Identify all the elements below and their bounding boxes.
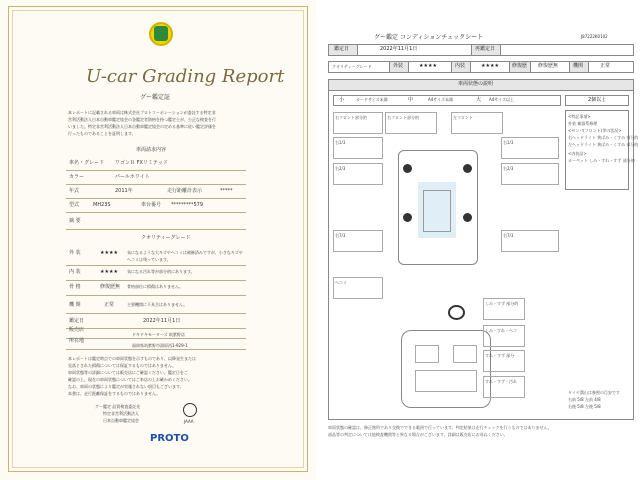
annotation-text: しみ・すず 部分的: [485, 301, 519, 306]
repair-value: 修復歴無: [538, 63, 559, 69]
tire-note-2: 右前 5/8 左前 4/8: [568, 397, 601, 402]
exterior-stars: ★★★★: [100, 250, 118, 256]
vehicle-section-title: 車両請求内容: [136, 147, 167, 153]
row-divider: [66, 184, 246, 185]
annotation-text: 右1/3: [503, 140, 514, 145]
row-divider: [66, 338, 246, 339]
sheet-code: J87222K0102: [581, 34, 608, 39]
sheet-footer-1: 車両状態の確認は、修正箇所であり交換でできる範囲で行っています。判定結果は走行チェックを行うものではありません。: [328, 425, 552, 430]
model-value: MH23S: [93, 202, 111, 208]
date-label: 鑑定日: [69, 318, 85, 324]
steering-wheel-icon: [448, 305, 465, 320]
quality-title: クオリティーグレード: [141, 235, 191, 241]
frame-desc: 骨格部位に損傷はありません。: [127, 284, 184, 289]
condition-check-sheet: [323, 0, 640, 480]
certificate-subtitle: グー鑑定証: [140, 94, 171, 101]
remarks-label: 摘 要: [69, 218, 81, 224]
interior-label: 内 装: [69, 269, 81, 275]
annotation-text: 右フロント部分的: [387, 115, 419, 120]
sheet-title: グー鑑定 コンディションチェックシート: [374, 34, 484, 41]
certificate-title: U-car Grading Report: [86, 66, 285, 87]
size-mid-desc: A4サイズ未満: [428, 97, 453, 102]
intro-line-3: いました。特定非営利活動法人日本自動車鑑定協会の定める基準に従い鑑定評価を: [68, 124, 216, 129]
year-value: 2011年: [115, 188, 133, 194]
sheet-footer-2: 部品等の判定については他検査機関等と異なる場合がございます。詳細は販売店にお尋ねください。: [328, 432, 508, 437]
annotation-text: 右2/3: [503, 166, 514, 171]
grade-label: クオリティーグレード: [332, 64, 372, 69]
tire-note-1: タイヤ溝山は参照の目安です: [568, 390, 620, 395]
date-value: 2022年11月1日: [143, 318, 181, 324]
date-label: 鑑定日: [334, 46, 350, 52]
size-large-desc: A4サイズ以上: [489, 97, 514, 102]
car-interior-view: [401, 330, 491, 408]
special-line-5: <内装品>: [568, 151, 587, 156]
annotation-text: 右2/3: [335, 166, 346, 171]
interior-stars: ★★★★: [100, 269, 118, 275]
count-value: 2個以上: [588, 97, 607, 103]
size-small: 小: [339, 97, 345, 103]
chassis-label: 車台番号: [141, 202, 162, 208]
row-divider: [66, 170, 246, 171]
mileage-label: 走行距離計表示: [167, 188, 203, 194]
vehicle-label: 車名・グレード: [69, 160, 105, 166]
int-value: ★★★★: [481, 63, 499, 69]
annotation-text: すれ・すず 部分: [485, 353, 515, 358]
annotation-text: ヘコミ: [335, 280, 347, 285]
car-roof: [423, 190, 451, 232]
wheel-icon: [463, 213, 472, 222]
footer-note-2: 見落とされた損傷については保証するものではありません。: [68, 363, 177, 368]
annotation-text: 右1/3: [335, 140, 346, 145]
special-line-3: 右ヘッドライト 黄ばみ・くすみ 部分的: [568, 135, 639, 140]
jaaa-label: JAAA: [184, 419, 194, 424]
annotation-text: 右7/3: [503, 233, 514, 238]
exterior-desc-2: ヘコミは残っています。: [127, 257, 171, 262]
frame-label: 骨 格: [69, 284, 81, 290]
annotation-text: 左フロント: [453, 115, 473, 120]
special-line-1: 外装 補器系修理: [568, 121, 598, 126]
model-label: 型式: [69, 202, 80, 208]
engine-label: 機関: [573, 63, 584, 69]
row-divider: [66, 212, 246, 213]
year-label: 年式: [69, 188, 80, 194]
interior-desc: 気になる汚れ等が部分的にあります。: [127, 269, 195, 274]
tire-note-3: 右後 5/8 左後 5/8: [568, 404, 601, 409]
annotation-text: 右フロント部分的: [335, 115, 367, 120]
seat-icon: [453, 345, 477, 363]
footer-note-5: なお、車両の状態により鑑定が実施されない項目もございます。: [68, 384, 184, 389]
repair-label: 修復歴: [512, 63, 528, 69]
mileage-value: *****: [220, 188, 233, 194]
address-label: 所在地: [69, 338, 85, 344]
intro-line-4: 行ったものであることを証明します。: [68, 131, 136, 136]
ext-value: ★★★★: [419, 63, 437, 69]
special-line-4: 左ヘッドライト 黄ばみ・くすみ 部分的: [568, 142, 639, 147]
intro-line-2: 営利活動法人日本自動車鑑定協会の各鑑定者資格を持つ鑑定士が、公正な検査を行: [68, 117, 216, 122]
footer-note-1: 本レポートは鑑定時点での車両状態を示すものであり、以降発生または: [68, 356, 196, 361]
special-line-6: カーペット しみ・すれ・すず 部分的: [568, 158, 635, 163]
special-title: <特記事項>: [568, 114, 591, 119]
vehicle-value: ワゴンＲ FXリミテッド: [115, 160, 168, 166]
goo-badge-inner-icon: [154, 26, 168, 41]
jaaa-logo-icon: [183, 403, 197, 417]
frame-value: 修復歴無: [100, 284, 121, 290]
row-divider: [66, 295, 246, 296]
footer-sig-2: 特定非営利活動法人: [103, 411, 139, 416]
annotation-text: しみ・すれ・ヘコ: [485, 328, 517, 333]
recheck-label: 再鑑定日: [475, 46, 496, 52]
ext-label: 外装: [393, 63, 404, 69]
footer-note-6: 本書は、走行距離保証をするものではありません。: [68, 391, 161, 396]
special-line-2: <ゼンパ(フロント)等の状況>: [568, 128, 622, 133]
wheel-icon: [463, 164, 472, 173]
engine-desc: 主要機関に不具合はありません。: [127, 302, 188, 307]
engine-value: 正常: [600, 63, 611, 69]
size-mid: 中: [408, 97, 414, 103]
dealer-label: 販売店: [69, 327, 85, 333]
size-small-desc: カードサイズ未満: [356, 97, 388, 102]
color-label: カラー: [69, 174, 85, 180]
row-divider: [66, 265, 246, 266]
footer-note-4: 確認の上、現在の車両状態についてはご来店の上お確かめください。: [68, 377, 192, 382]
engine-value: 正常: [104, 302, 115, 308]
grading-certificate: [0, 0, 316, 480]
row-divider: [66, 349, 246, 350]
intro-line-1: 本レポートに記載される車両は株式会社プロトコーポレーションが委託する特定非: [68, 110, 216, 115]
color-value: パールホワイト: [115, 174, 150, 180]
annotation-text: 右7/3: [335, 233, 346, 238]
state-title: 車両状態の説明: [458, 81, 494, 87]
row-divider: [66, 280, 246, 281]
int-label: 内装: [455, 63, 466, 69]
size-large: 大: [476, 97, 482, 103]
wheel-icon: [403, 164, 412, 173]
exterior-desc: 気になるような大キズやヘコミは補修済みですが、小さなキズや: [127, 250, 243, 255]
footer-sig-1: グー鑑定 品質検査委託先: [95, 404, 141, 409]
exterior-label: 外 装: [69, 250, 81, 256]
dealer-value: ドキドキモーターズ 筑紫野店: [132, 332, 185, 337]
date-value: 2022年11月1日: [380, 46, 418, 52]
row-divider: [66, 328, 246, 329]
chassis-value: *********579: [171, 202, 204, 208]
footer-sig-3: 日本自動車鑑定協会: [103, 418, 139, 423]
row-divider: [66, 198, 246, 199]
proto-logo: PROTO: [150, 433, 189, 444]
seat-icon: [415, 345, 439, 363]
wheel-icon: [403, 213, 412, 222]
engine-label: 機 関: [69, 302, 81, 308]
row-divider: [66, 313, 246, 314]
footer-note-3: 車両状態等の詳細については販売店にご確認ください。鑑定日をご: [68, 370, 188, 375]
address-value: 福岡県筑紫野市湯原西1-929-1: [132, 343, 188, 348]
rear-seat-icon: [415, 370, 477, 392]
row-divider: [66, 229, 246, 230]
annotation-text: すれ・すず・汚れ: [485, 379, 518, 384]
